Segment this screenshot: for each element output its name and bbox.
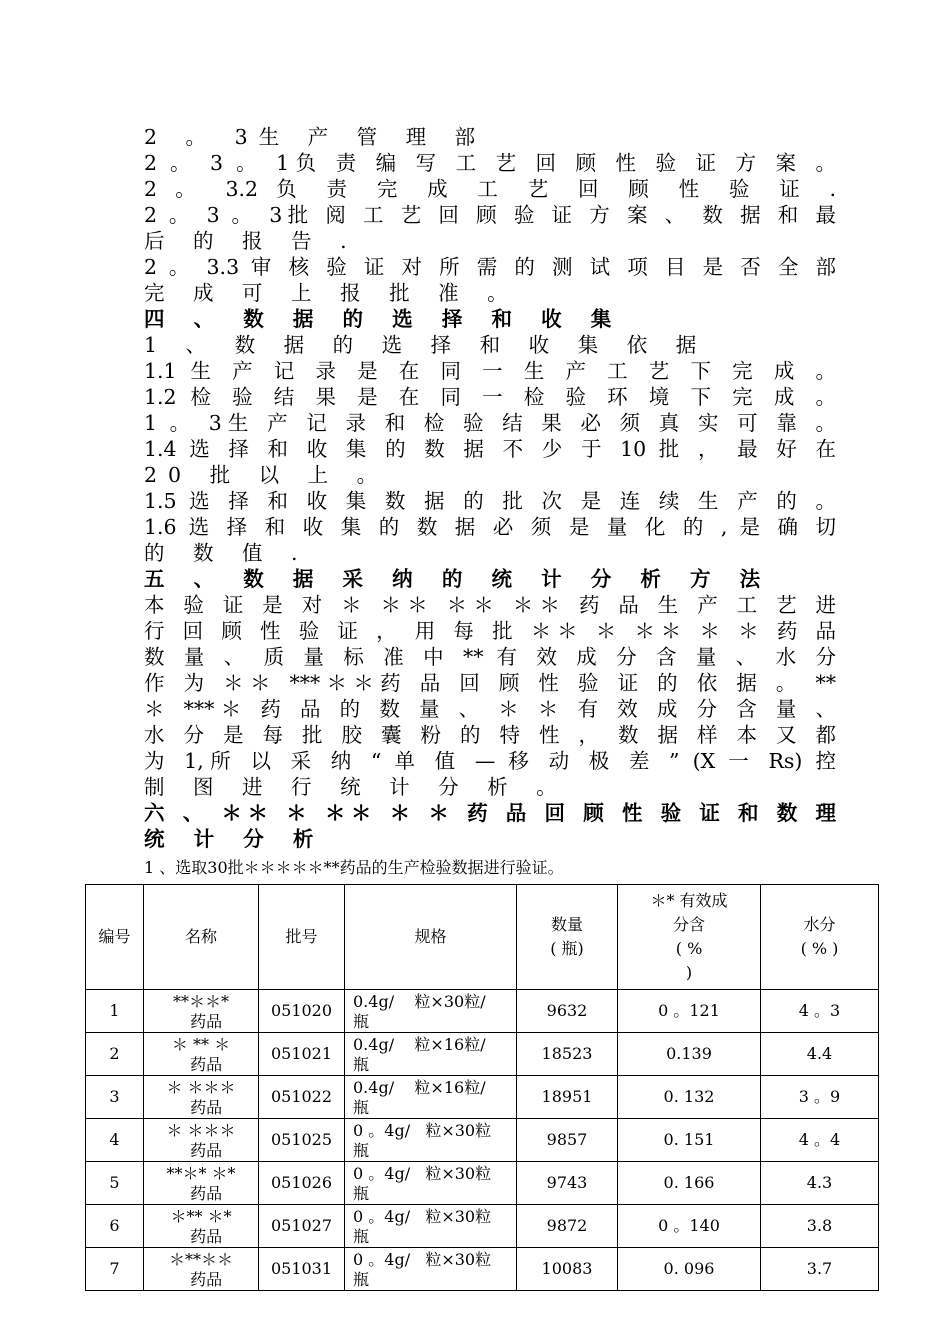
table-cell: 0. 151 — [618, 1119, 761, 1162]
text-line: 1 。 3生 产 记 录 和 检 验 结 果 必 须 真 实 可 靠 。 — [144, 411, 836, 435]
table-cell: 0.4g/ 粒×16粒/ 瓶 — [345, 1033, 517, 1076]
table-cell: 3 — [86, 1076, 144, 1119]
section-heading: 四 、 数 据 的 选 择 和 收 集 — [144, 307, 623, 331]
table-cell: 051026 — [259, 1162, 345, 1205]
table-intro: 1 、选取30批＊＊＊＊＊**药品的生产检验数据进行验证。 — [144, 858, 564, 877]
table-cell: 051031 — [259, 1248, 345, 1291]
table-cell: 0 。4g/ 粒×30粒 瓶 — [345, 1119, 517, 1162]
text-line: 1.5 选 择 和 收 集 数 据 的 批 次 是 连 续 生 产 的 。 — [144, 489, 836, 513]
table-cell: 4 。3 — [761, 990, 879, 1033]
table-cell: **＊＊* 药品 — [144, 990, 259, 1033]
table-cell: ＊**＊＊ 药品 — [144, 1248, 259, 1291]
table-body — [86, 990, 879, 1291]
text-line: 数 量 、 质 量 标 准 中 ** 有 效 成 分 含 量 、 水 分 — [144, 645, 836, 669]
text-line: 1.4 选 择 和 收 集 的 数 据 不 少 于 10 批 ， 最 好 在 — [144, 437, 836, 461]
text-line: ＊ ***＊ 药 品 的 数 量 、 ＊ ＊ 有 效 成 分 含 量 、 — [144, 697, 836, 721]
batch-data-table — [85, 884, 879, 1291]
table-cell: 7 — [86, 1248, 144, 1291]
table-cell: 10083 — [517, 1248, 618, 1291]
column-header: 数量 ( 瓶) — [517, 885, 618, 990]
table-cell: 0. 166 — [618, 1162, 761, 1205]
table-cell: 2 — [86, 1033, 144, 1076]
table-cell: 18951 — [517, 1076, 618, 1119]
text-line: 2 。 3.2 负 责 完 成 工 艺 回 顾 性 验 证 . — [144, 177, 836, 201]
text-line: 20 批 以 上 。 — [144, 463, 389, 487]
table-cell: 051025 — [259, 1119, 345, 1162]
table-cell: 3 。9 — [761, 1076, 879, 1119]
table-cell: ＊ ** ＊ 药品 — [144, 1033, 259, 1076]
column-header: 编号 — [86, 885, 144, 990]
text-line: 1.1 生 产 记 录 是 在 同 一 生 产 工 艺 下 完 成 。 — [144, 359, 836, 383]
table-cell: 4 。4 — [761, 1119, 879, 1162]
text-line: 2 。 3 。 3批 阅 工 艺 回 顾 验 证 方 案 、 数 据 和 最 — [144, 203, 836, 227]
table-cell: 9743 — [517, 1162, 618, 1205]
text-line: 完 成 可 上 报 批 准 。 — [144, 281, 519, 305]
table-cell: 6 — [86, 1205, 144, 1248]
text-line: 作 为 ＊＊ ***＊＊药 品 回 顾 性 验 证 的 依 据 。 ** — [144, 671, 836, 695]
text-line: 后 的 报 告 . — [144, 229, 358, 253]
text-line: 为 1,所 以 采 纳 “ 单 值 — 移 动 极 差 ” (X 一 Rs) 控 — [144, 749, 836, 773]
table-row — [86, 1076, 879, 1119]
table-cell: 0 。4g/ 粒×30粒 瓶 — [345, 1162, 517, 1205]
text-line: 1.6 选 择 和 收 集 的 数 据 必 须 是 量 化 的 , 是 确 切 — [144, 515, 836, 539]
text-line: 2 。 3生 产 管 理 部 — [144, 125, 487, 149]
table-cell: 1 — [86, 990, 144, 1033]
table-cell: 051022 — [259, 1076, 345, 1119]
text-line: 制 图 进 行 统 计 分 析 。 — [144, 775, 568, 799]
table-cell: 9857 — [517, 1119, 618, 1162]
table-cell: 4 — [86, 1119, 144, 1162]
table-cell: 0 。4g/ 粒×30粒 瓶 — [345, 1248, 517, 1291]
table-cell: ＊ ＊＊＊ 药品 — [144, 1119, 259, 1162]
table-cell: 0 。121 — [618, 990, 761, 1033]
table-cell: 4.3 — [761, 1162, 879, 1205]
column-header: 水分 ( % ) — [761, 885, 879, 990]
table-cell: 3.7 — [761, 1248, 879, 1291]
text-line: 1.2 检 验 结 果 是 在 同 一 检 验 环 境 下 完 成 。 — [144, 385, 836, 409]
table-row — [86, 1119, 879, 1162]
table-cell: 0.139 — [618, 1033, 761, 1076]
section-heading: 六 、 ＊＊ ＊ ＊＊ ＊ ＊ 药 品 回 顾 性 验 证 和 数 理 — [144, 801, 836, 825]
table-cell: 051020 — [259, 990, 345, 1033]
table-cell: 5 — [86, 1162, 144, 1205]
table-row — [86, 1205, 879, 1248]
body-text — [144, 124, 836, 852]
table-cell: 0.4g/ 粒×30粒/ 瓶 — [345, 990, 517, 1033]
table-row — [86, 990, 879, 1033]
table-row — [86, 1033, 879, 1076]
column-header: 名称 — [144, 885, 259, 990]
table-cell: 0.4g/ 粒×16粒/ 瓶 — [345, 1076, 517, 1119]
section-heading: 五 、 数 据 采 纳 的 统 计 分 析 方 法 — [144, 567, 772, 591]
text-line: 1 、 数 据 的 选 择 和 收 集 依 据 — [144, 333, 708, 357]
text-line: 水 分 是 每 批 胶 囊 粉 的 特 性 ， 数 据 样 本 又 都 — [144, 723, 836, 747]
table-row — [86, 1248, 879, 1291]
table-cell: 3.8 — [761, 1205, 879, 1248]
table-cell: 0. 132 — [618, 1076, 761, 1119]
column-header: 规格 — [345, 885, 517, 990]
text-line: 行 回 顾 性 验 证 ， 用 每 批 ＊＊ ＊ ＊＊ ＊ ＊ 药 品 — [144, 619, 836, 643]
table-cell: 9872 — [517, 1205, 618, 1248]
table-header-row — [86, 885, 879, 990]
text-line: 本 验 证 是 对 ＊ ＊＊ ＊＊ ＊＊ 药 品 生 产 工 艺 进 — [144, 593, 836, 617]
table-cell: ＊ ＊＊＊ 药品 — [144, 1076, 259, 1119]
column-header: 批号 — [259, 885, 345, 990]
table-cell: 18523 — [517, 1033, 618, 1076]
table-cell: 0 。4g/ 粒×30粒 瓶 — [345, 1205, 517, 1248]
table-cell: 051027 — [259, 1205, 345, 1248]
column-header: ＊* 有效成 分含 ( % ) — [618, 885, 761, 990]
text-line: 的 数 值 . — [144, 541, 309, 565]
table-cell: 0. 096 — [618, 1248, 761, 1291]
text-line: 2 。 3 。 1负 责 编 写 工 艺 回 顾 性 验 证 方 案 。 — [144, 151, 836, 175]
text-line: 2 。 3.3 审 核 验 证 对 所 需 的 测 试 项 目 是 否 全 部 — [144, 255, 836, 279]
table-cell: ＊** ＊* 药品 — [144, 1205, 259, 1248]
table-cell: 9632 — [517, 990, 618, 1033]
table-cell: 4.4 — [761, 1033, 879, 1076]
table-row — [86, 1162, 879, 1205]
table-cell: 0 。140 — [618, 1205, 761, 1248]
table-cell: **＊* ＊* 药品 — [144, 1162, 259, 1205]
table-cell: 051021 — [259, 1033, 345, 1076]
section-heading: 统 计 分 析 — [144, 827, 325, 851]
